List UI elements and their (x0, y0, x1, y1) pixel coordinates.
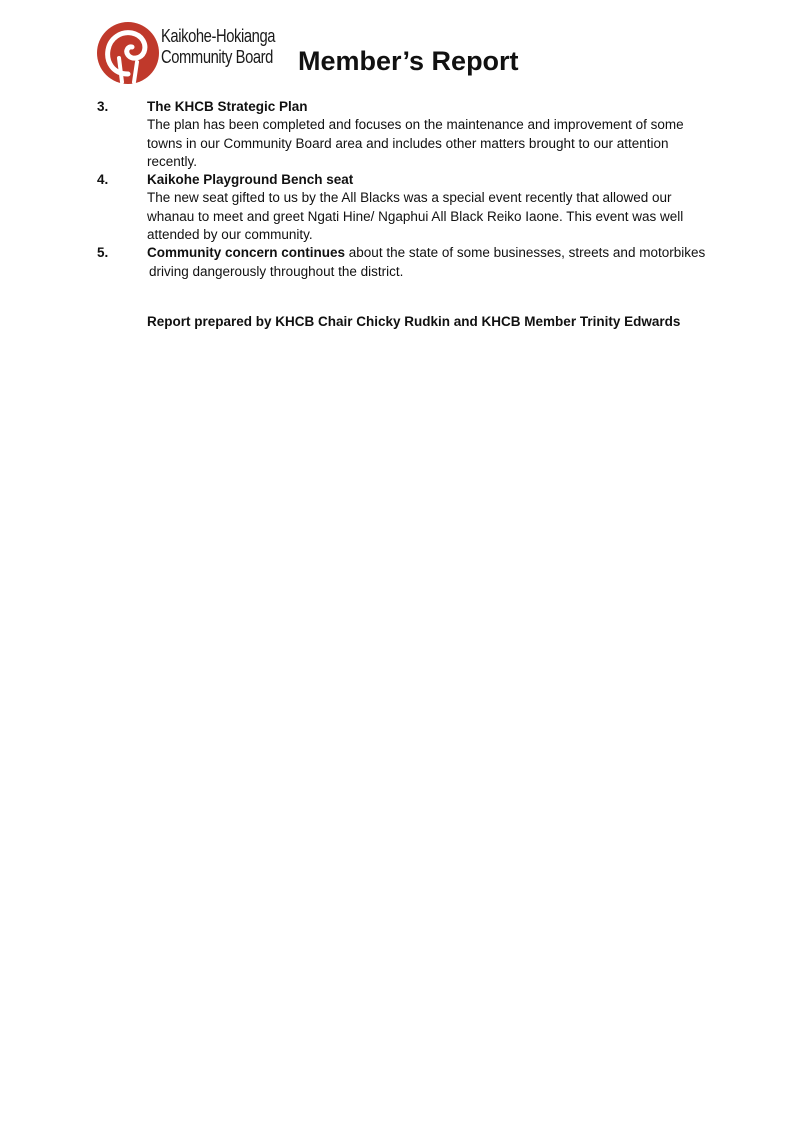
logo-name-line1: Kaikohe-Hokianga (161, 26, 276, 46)
item-heading: The KHCB Strategic Plan (147, 99, 308, 114)
item-body: The new seat gifted to us by the All Blacks was a special event recently that allowed our whanau to meet and greet Ngati Hine/ Ngaphui All Black Reiko Iaone. This event was well attended by our community. (147, 190, 684, 243)
report-footer: Report prepared by KHCB Chair Chicky Rudkin and KHCB Member Trinity Edwards (147, 314, 681, 329)
item-body (147, 244, 717, 281)
report-items (97, 98, 717, 281)
report-item-5 (97, 244, 717, 281)
item-number: 4. (97, 172, 109, 188)
item-heading: Community concern continues (147, 245, 346, 261)
report-item-3 (97, 98, 717, 171)
koru-icon (97, 22, 159, 84)
item-body-first: about the state of some businesses, streets and motorbikes (345, 245, 706, 261)
item-number: 5. (97, 245, 109, 261)
logo-text (161, 26, 301, 68)
report-header (97, 22, 557, 84)
item-body: The plan has been completed and focuses on the maintenance and improvement of some towns in our Community Board area and includes other matters brought to our attention recently. (147, 117, 684, 169)
item-heading: Kaikohe Playground Bench seat (147, 172, 354, 188)
logo-name-line2: Community Board (161, 47, 273, 67)
item-body-second: driving dangerously throughout the district. (149, 263, 404, 279)
report-item-4 (97, 171, 717, 244)
page-title: Member’s Report (298, 46, 519, 76)
item-number: 3. (97, 99, 109, 114)
